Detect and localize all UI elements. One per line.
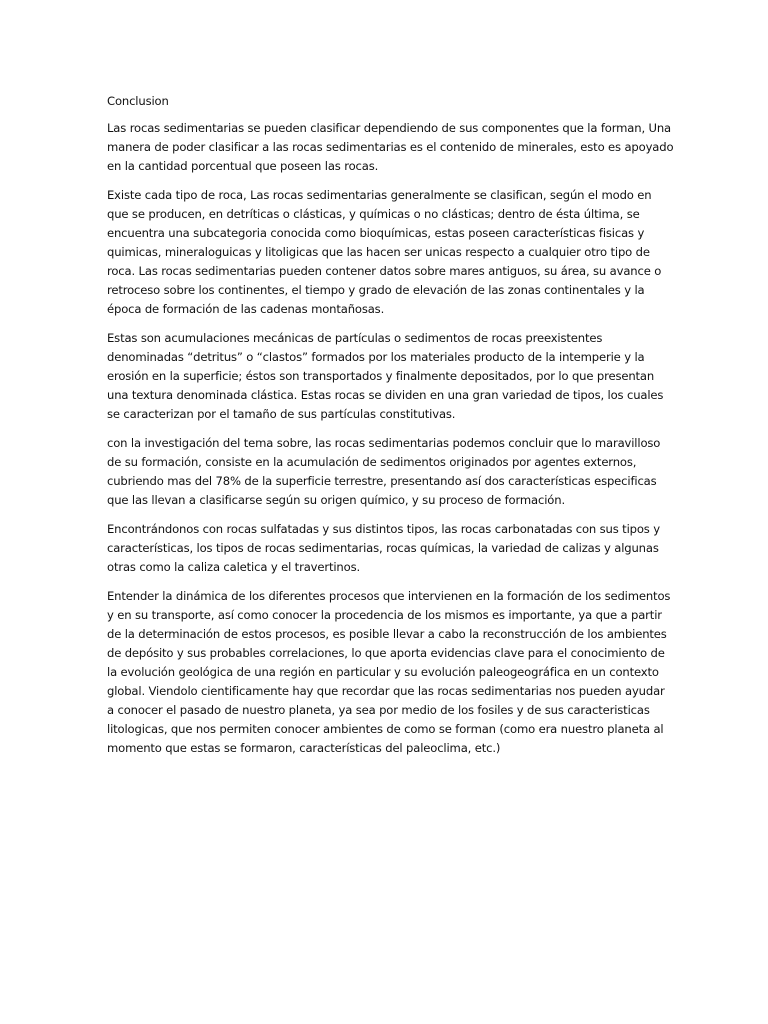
paragraph-3: Estas son acumulaciones mecánicas de partículas o sedimentos de rocas preexistentes denominadas “detritus” o “clastos” formados por los materiales producto de la intemperie y la erosión en la superficie; éstos son transportados y finalmente depositados, por lo que presentan una textura denominada clástica. Estas rocas se dividen en una gran variedad de tipos, los cuales se caracterizan por el tamaño de sus partículas constitutivas. bbox=[107, 331, 664, 421]
paragraph-6: Entender la dinámica de los diferentes procesos que intervienen en la formación de los sedimentos y en su transporte, así como conocer la procedencia de los mismos es importante, ya que a partir de la determinación de estos procesos, es posible llevar a cabo la reconstrucción de los ambientes de depósito y sus probables correlaciones, lo que aporta evidencias clave para el conocimiento de la evolución geológica de una región en particular y su evolución paleogeográfica en un contexto global. Viendolo cientificamente hay que recordar que las rocas sedimentarias nos pueden ayudar a conocer el pasado de nuestro planeta, ya sea por medio de los fosiles y de sus caracteristicas litologicas, que nos permiten conocer ambientes de como se forman (como era nuestro planeta al momento que estas se formaron, características del paleoclima, etc.) bbox=[107, 589, 671, 755]
paragraph-4: con la investigación del tema sobre, las rocas sedimentarias podemos concluir que lo maravilloso de su formación, consiste en la acumulación de sedimentos originados por agentes externos, cubriendo mas del 78% de la superficie terrestre, presentando así dos características especificas que las llevan a clasificarse según su origen químico, y su proceso de formación. bbox=[107, 436, 661, 507]
document-page bbox=[107, 92, 675, 768]
document-heading: Conclusion bbox=[107, 94, 169, 108]
paragraph-5: Encontrándonos con rocas sulfatadas y sus distintos tipos, las rocas carbonatadas con sus tipos y características, los tipos de rocas sedimentarias, rocas químicas, la variedad de calizas y algunas otras como la caliza caletica y el travertinos. bbox=[107, 522, 660, 574]
paragraph-1: Las rocas sedimentarias se pueden clasificar dependiendo de sus componentes que la forman, Una manera de poder clasificar a las rocas sedimentarias es el contenido de minerales, esto es apoyado en la cantidad porcentual que poseen las rocas. bbox=[107, 121, 674, 173]
paragraph-2: Existe cada tipo de roca, Las rocas sedimentarias generalmente se clasifican, según el modo en que se producen, en detríticas o clásticas, y químicas o no clásticas; dentro de ésta última, se encuentra una subcategoria conocida como bioquímicas, estas poseen características fisicas y quimicas, mineraloguicas y litoligicas que las hacen ser unicas respecto a cualquier otro tipo de roca. Las rocas sedimentarias pueden contener datos sobre mares antiguos, su área, su avance o retroceso sobre los continentes, el tiempo y grado de elevación de las zonas continentales y la época de formación de las cadenas montañosas. bbox=[107, 188, 662, 316]
